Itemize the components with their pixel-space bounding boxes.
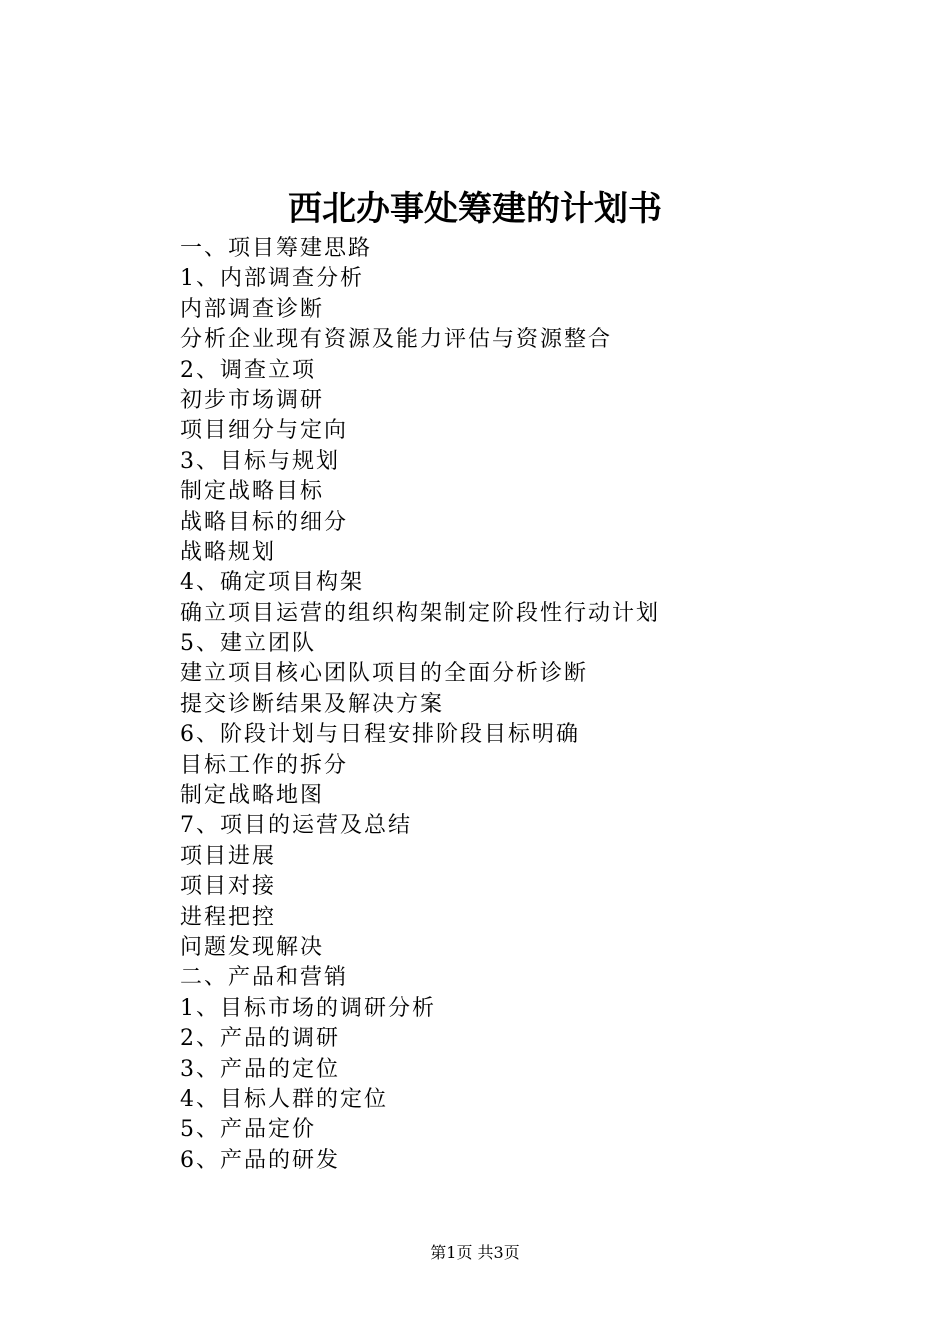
- body-line: 制定战略地图: [180, 783, 325, 809]
- body-line: 内部调查诊断: [180, 296, 325, 322]
- body-line: 3、产品的定位: [180, 1056, 340, 1082]
- body-line: 2、产品的调研: [180, 1026, 340, 1052]
- body-line: 5、产品定价: [180, 1117, 316, 1143]
- body-line: 1、内部调查分析: [180, 266, 364, 292]
- page-title: 西北办事处筹建的计划书: [288, 189, 662, 229]
- body-line: 7、项目的运营及总结: [180, 813, 412, 839]
- body-line: 二、产品和营销: [180, 965, 349, 991]
- body-line: 提交诊断结果及解决方案: [180, 691, 445, 717]
- page-footer: 第1页 共3页: [430, 1243, 520, 1262]
- body-line: 确立项目运营的组织构架制定阶段性行动计划: [180, 600, 661, 626]
- body-line: 2、调查立项: [180, 357, 316, 383]
- body-line: 一、项目筹建思路: [180, 236, 373, 261]
- body-line: 进程把控: [180, 904, 277, 930]
- document-body: [180, 234, 880, 1176]
- body-line: 战略目标的细分: [180, 509, 349, 535]
- body-line: 1、目标市场的调研分析: [180, 995, 436, 1021]
- body-line: 分析企业现有资源及能力评估与资源整合: [180, 327, 613, 353]
- body-line: 项目进展: [180, 843, 277, 869]
- body-line: 问题发现解决: [180, 934, 325, 960]
- body-line: 6、阶段计划与日程安排阶段目标明确: [180, 722, 580, 748]
- body-line: 项目对接: [180, 874, 277, 900]
- body-line: 4、确定项目构架: [180, 570, 364, 596]
- body-line: 4、目标人群的定位: [180, 1086, 388, 1112]
- body-line: 制定战略目标: [180, 479, 325, 505]
- body-line: 3、目标与规划: [180, 448, 340, 474]
- body-line: 5、建立团队: [180, 631, 316, 657]
- body-line: 6、产品的研发: [180, 1147, 340, 1173]
- body-line: 初步市场调研: [180, 387, 325, 413]
- body-line: 目标工作的拆分: [180, 752, 349, 778]
- body-line: 战略规划: [180, 539, 277, 565]
- body-line: 项目细分与定向: [180, 418, 349, 444]
- body-line: 建立项目核心团队项目的全面分析诊断: [180, 661, 589, 687]
